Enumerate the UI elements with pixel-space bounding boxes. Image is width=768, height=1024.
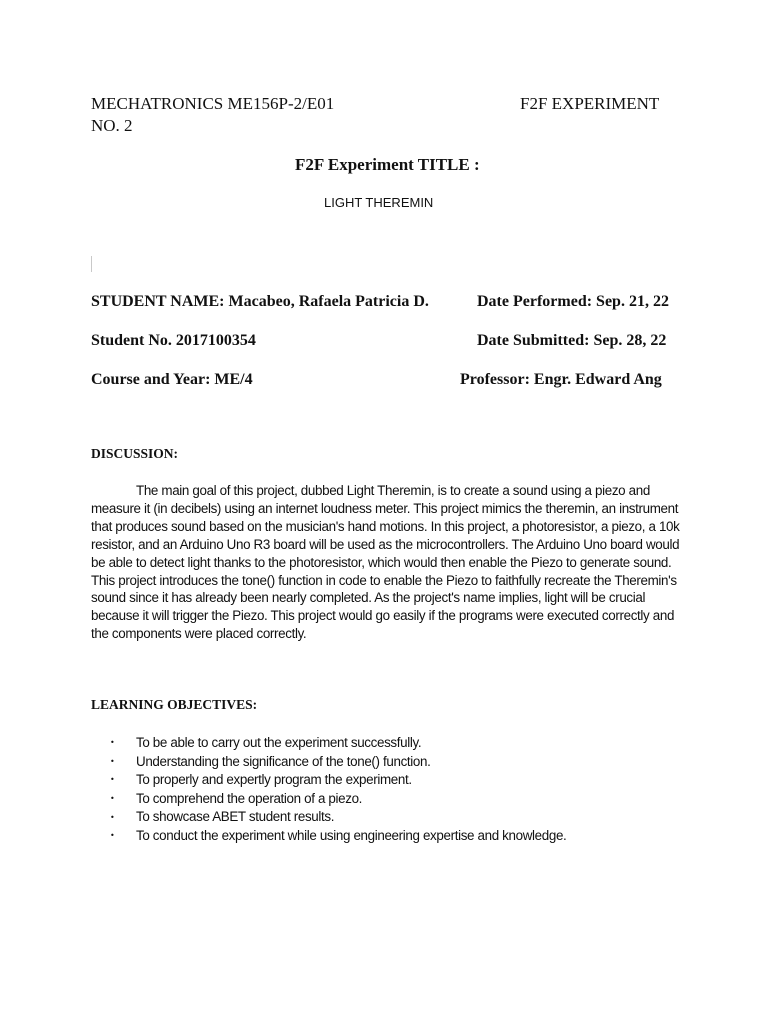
date-performed: Date Performed: Sep. 21, 22 xyxy=(477,293,669,310)
student-number: Student No. 2017100354 xyxy=(91,332,256,349)
course-year: Course and Year: ME/4 xyxy=(91,371,253,388)
course-code: MECHATRONICS ME156P-2/E01 xyxy=(91,94,335,113)
title-heading: F2F Experiment TITLE : xyxy=(295,155,480,174)
list-item xyxy=(110,771,566,790)
date-submitted: Date Submitted: Sep. 28, 22 xyxy=(477,332,667,349)
objective-text: To showcase ABET student results. xyxy=(136,809,335,825)
experiment-label: F2F EXPERIMENT xyxy=(520,94,660,113)
experiment-number: NO. 2 xyxy=(91,116,133,135)
objective-text: To comprehend the operation of a piezo. xyxy=(136,790,363,806)
bullet-icon: • xyxy=(110,812,115,822)
list-item xyxy=(110,808,566,827)
list-item xyxy=(110,790,566,809)
text-cursor-mark xyxy=(91,256,92,272)
bullet-icon: • xyxy=(110,793,115,803)
bullet-icon: • xyxy=(110,756,115,766)
objective-text: Understanding the significance of the tone() function. xyxy=(136,753,431,769)
objective-text: To be able to carry out the experiment successfully. xyxy=(136,735,422,750)
student-name: STUDENT NAME: Macabeo, Rafaela Patricia D. xyxy=(91,293,429,310)
objective-text: To properly and expertly program the experiment. xyxy=(136,772,412,788)
bullet-icon: • xyxy=(110,738,115,748)
professor: Professor: Engr. Edward Ang xyxy=(460,371,662,388)
objectives-list xyxy=(110,734,566,846)
bullet-icon: • xyxy=(110,831,115,841)
discussion-body: The main goal of this project, dubbed Light Theremin, is to create a sound using a piezo and measure it (in decibels) using an internet loudness meter. This project mimics the theremin, an instrument that produces sound based on the musician's hand motions. In this project, a photoresistor, a piezo, a 10k resistor, and an Arduino Uno R3 board will be used as the microcontrollers. The Arduino Uno board would be able to detect light thanks to the photoresistor, which would then enable the Piezo to generate sound. This project introduces the tone() function in code to enable the Piezo to faithfully recreate the Theremin's sound since it has already been nearly completed. As the project's name implies, light will be crucial because it will trigger the Piezo. This project would go easily if the programs were executed correctly and the components were placed correctly. xyxy=(91,483,680,642)
discussion-heading: DISCUSSION: xyxy=(91,446,179,461)
list-item xyxy=(110,753,566,772)
list-item xyxy=(110,734,566,753)
experiment-title: LIGHT THEREMIN xyxy=(324,195,434,210)
bullet-icon: • xyxy=(110,775,115,785)
objectives-heading: LEARNING OBJECTIVES: xyxy=(91,697,258,712)
objective-text: To conduct the experiment while using engineering expertise and knowledge. xyxy=(136,827,567,843)
list-item xyxy=(110,827,566,846)
